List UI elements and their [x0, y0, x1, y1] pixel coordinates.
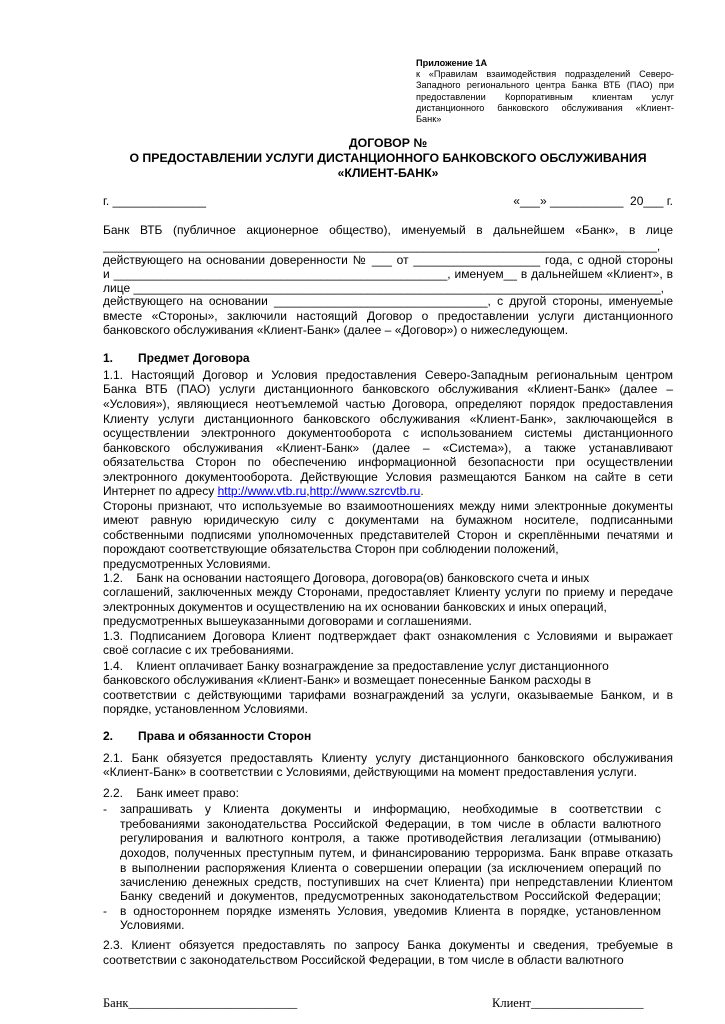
paragraph-text: Интернет по адресу: [103, 484, 218, 498]
szrcvtb-link[interactable]: http://www.szrcvtb.ru: [309, 484, 421, 498]
city-field: г. ______________: [103, 194, 207, 208]
paragraph-line: осуществлении электронного документооборота с использованием системы дистанционного: [103, 426, 673, 440]
appendix-line: к «Правилам взаимодействия подразделений Северо-: [416, 69, 674, 80]
bullet-line: Банку сведений и документов, предусмотренных законодательством Российской Федерации;: [120, 889, 661, 903]
paragraph-line: Стороны признают, что используемые во взаимоотношениях между ними электронные документы: [103, 499, 673, 513]
paragraph-line: электронных документов и осуществлению на их основании банковских и иных операций,: [103, 600, 607, 614]
paragraph-line: порядке, установленном Условиями.: [103, 702, 308, 716]
appendix-line: дистанционного банковского обслуживания «Клиент-: [416, 102, 674, 113]
bullet-line: требованиями законодательства Российской Федерации, в том числе в области валютного: [120, 817, 661, 831]
paragraph-line: своё согласие с их требованиями.: [103, 643, 294, 657]
document-title: [103, 136, 673, 181]
paragraph-line: 1.2. Банк на основании настоящего Договора, договора(ов) банковского счета и иных: [103, 571, 590, 585]
appendix-line: предоставлении Корпоративным клиентам услуг: [416, 91, 674, 102]
bullet-line: Условиями.: [120, 918, 185, 932]
paragraph-line: порождают соответствующие обязательства Сторон при соблюдении положений,: [103, 542, 559, 556]
preamble-line: и __________________________________________________, именуем__ в дальнейшем «Клиент», в: [103, 267, 673, 281]
paragraph-line: 2.1. Банк обязуется предоставлять Клиенту услугу дистанционного банковского обслуживания: [103, 751, 673, 765]
appendix-line: Банк»: [416, 114, 442, 125]
paragraph-line: [103, 484, 673, 500]
paragraph-line: соответствии с действующими тарифами вознаграждений за услуги, оказываемые Банком, и в: [103, 688, 673, 702]
preamble-line: Банк ВТБ (публичное акционерное общество), именуемый в дальнейшем «Банк», в лице: [103, 223, 673, 237]
section-title: Права и обязанности Сторон: [138, 729, 312, 743]
paragraph-line: электронного документооборота. Действующие Условия размещаются Банком на сайте в сети: [103, 470, 673, 484]
paragraph-line: 2.3. Клиент обязуется предоставлять по запросу Банка документы и сведения, требуемые в: [103, 938, 673, 952]
paragraph-line: 1.1. Настоящий Договор и Условия предоставления Северо-Западным региональным центром: [103, 368, 673, 382]
paragraph-line: имеют равную юридическую силу с документами на бумажном носителе, подписанными: [103, 513, 673, 527]
paragraph-line: «Клиент-Банк» в соответствии с Условиями, действующими на момент предоставления услуги.: [103, 765, 637, 779]
paragraph-line: банковского обслуживания «Клиент-Банк» и возмещает понесенные Банком расходы в: [103, 673, 592, 687]
bullet-line: регулирования и валютного контроля, а также противодействия легализации (отмыванию): [120, 831, 661, 845]
paragraph-line: соответствии с законодательством Российской Федерации, в том числе в области валютного: [103, 953, 624, 967]
bullet-mark: -: [103, 904, 107, 918]
date-field: «___» ___________ 20___ г.: [513, 194, 673, 208]
paragraph-line: предусмотренных вышеуказанными договорами и соглашениями.: [103, 614, 472, 628]
bank-signature-line: Банк___________________________: [103, 996, 298, 1010]
preamble-line: вместе «Стороны», заключили настоящий Договор о предоставлении услуги дистанционного: [103, 309, 673, 323]
paragraph-line: банковского обслуживания «Клиент-Банк» (далее – «Система»), а также устанавливают: [103, 441, 673, 455]
vtb-link[interactable]: http://www.vtb.ru: [217, 484, 307, 498]
paragraph-line: 1.3. Подписанием Договора Клиент подтверждает факт ознакомления с Условиями и выражает: [103, 629, 673, 643]
paragraph-line: Клиенту услуги дистанционного банковского обслуживания «Клиент-Банк», заключающейся в: [103, 412, 673, 426]
paragraph-line: 2.2. Банк имеет право:: [103, 786, 239, 800]
title-line: ДОГОВОР №: [348, 136, 428, 150]
bullet-line: в одностороннем порядке изменять Условия, уведомив Клиента в порядке, установленном: [120, 904, 661, 918]
bullet-line: доходов, полученных преступным путем, и финансированию терроризма. Банк вправе отказать: [120, 846, 673, 860]
preamble-line: действующего на основании ________________________________, с другой стороны, именуемые: [103, 294, 673, 308]
paragraph-line: предусмотренных Условиями.: [103, 557, 271, 571]
paragraph-line: «Условия»), являющиеся неотъемлемой частью Договора, определяют порядок предоставления: [103, 397, 673, 411]
preamble-line: ___________________________________________________________________________________,: [103, 239, 661, 253]
paragraph-line: 1.4. Клиент оплачивает Банку вознаграждение за предоставление услуг дистанционного: [103, 659, 609, 673]
bullet-line: зачислению денежных средств, поступивших на счет Клиента) при непредставлении Клиентом: [120, 875, 673, 889]
appendix-line: Западного регионального центра Банка ВТБ (ПАО) при: [416, 80, 674, 91]
bullet-line: запрашивать у Клиента документы и информацию, необходимые в соответствии с: [120, 802, 661, 816]
preamble-line: банковского обслуживания «Клиент-Банк» (далее – «Договор») о нижеследующем.: [103, 323, 569, 337]
paragraph-line: Банка ВТБ (ПАО) услуги дистанционного банковского обслуживания «Клиент-Банк» (далее –: [103, 382, 673, 396]
section-number: 2.: [103, 729, 114, 743]
bullet-mark: -: [103, 802, 107, 816]
section-number: 1.: [103, 351, 114, 365]
paragraph-line: обязательства Сторон по обеспечению информационной безопасности при осуществлении: [103, 455, 673, 469]
paragraph-line: соглашений, заключенных между Сторонами, предоставляет Клиенту услуги по приему и передаче: [103, 585, 673, 599]
appendix-block: [416, 58, 674, 125]
preamble-line: лице _______________________________________________________________________________,: [103, 281, 665, 295]
title-line: О ПРЕДОСТАВЛЕНИИ УСЛУГИ ДИСТАНЦИОННОГО БАНКОВСКОГО ОБСЛУЖИВАНИЯ: [129, 151, 647, 165]
section-title: Предмет Договора: [138, 351, 250, 365]
paragraph-line: собственными подписями уполномоченных представителей Сторон и скреплёнными печатями и: [103, 528, 673, 542]
appendix-heading: Приложение 1А: [416, 58, 488, 68]
bullet-line: в выполнении распоряжения Клиента о совершении операции (за исключением операций по: [120, 861, 661, 875]
title-line: «КЛИЕНТ-БАНК»: [337, 166, 439, 180]
paragraph-text: .: [420, 484, 424, 498]
client-signature-line: Клиент__________________: [492, 996, 644, 1010]
link-separator: ,: [306, 484, 310, 498]
preamble-line: действующего на основании доверенности № ___ от ___________________ года, с одной стороны: [103, 253, 673, 267]
